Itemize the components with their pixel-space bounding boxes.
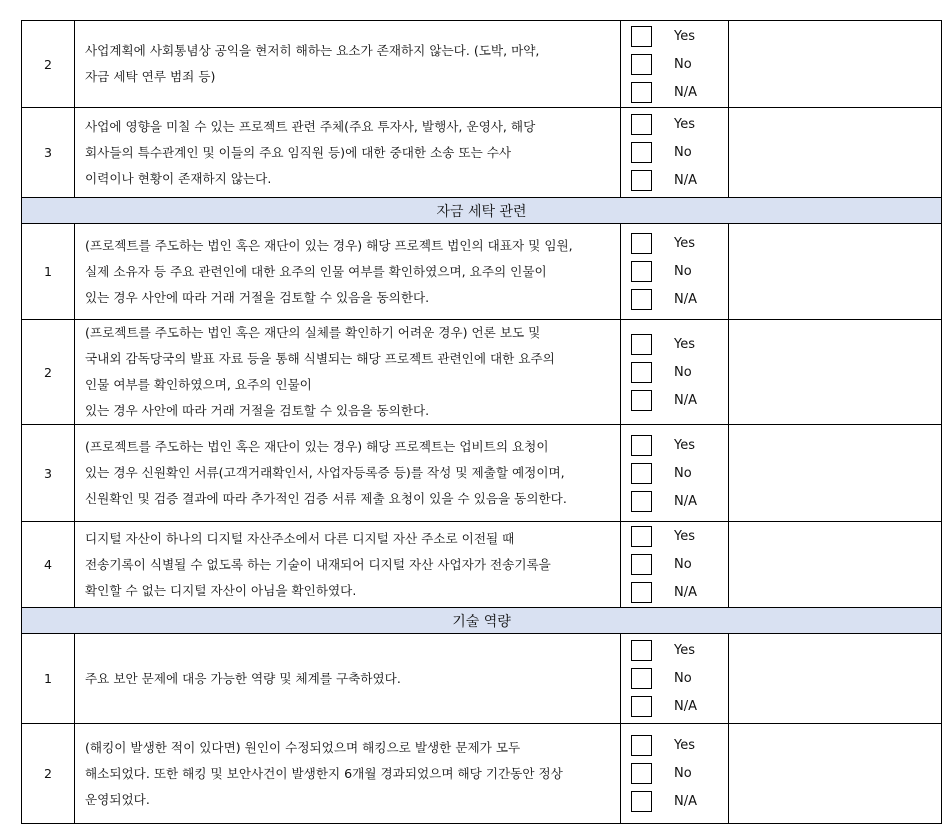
item-description-line: (해킹이 발생한 적이 있다면) 원인이 수정되었으며 해킹으로 발생한 문제가 모두 [85,739,521,755]
table-row [22,634,942,724]
remarks-cell[interactable] [729,224,942,320]
checkbox-yes[interactable] [631,114,652,135]
checkbox-no[interactable] [631,142,652,163]
checkbox-label: No [674,465,692,481]
checkbox-label: No [674,766,692,781]
checkbox-label: Yes [674,117,695,132]
answer-option[interactable] [631,551,728,579]
item-description [75,320,621,425]
item-description-line: 전송기록이 식별될 수 없도록 하는 기술이 내재되어 디지털 자산 사업자가 전송기록을 [85,556,551,572]
checkbox-label: N/A [674,493,697,509]
item-description [75,522,621,608]
section-title: 기술 역량 [22,608,942,634]
checkbox-label: N/A [674,173,697,188]
answer-option[interactable] [631,358,728,386]
answer-options-group [621,431,728,515]
checkbox-yes[interactable] [631,26,652,47]
item-description-line: 있는 경우 신원확인 서류(고객거래확인서, 사업자등록증 등)를 작성 및 제출할 예정이며, [85,465,565,480]
answer-option[interactable] [631,330,728,358]
item-number: 2 [22,21,75,108]
item-description-line: 인물 여부를 확인하였으며, 요주의 인물이 [85,377,312,392]
checkbox-yes[interactable] [631,435,652,456]
checkbox-label: N/A [674,292,697,307]
item-description [75,425,621,522]
checkbox-label: No [674,145,692,160]
answer-option[interactable] [631,732,728,760]
answer-options [621,108,729,198]
item-description-line: 운영되었다. [85,791,150,807]
answer-option[interactable] [631,523,728,551]
checkbox-label: N/A [674,585,697,600]
item-description-line: (프로젝트를 주도하는 법인 혹은 재단이 있는 경우) 해당 프로젝트는 업비트의 요청이 [85,439,549,454]
checkbox-no[interactable] [631,463,652,484]
answer-option[interactable] [631,665,728,693]
answer-options-group [621,22,728,106]
item-description-line: 이력이나 현황이 존재하지 않는다. [85,170,272,186]
item-description-line: 있는 경우 사안에 따라 거래 거절을 검토할 수 있음을 동의한다. [85,403,430,418]
checkbox-label: Yes [674,28,695,44]
checkbox-na[interactable] [631,582,652,603]
checkbox-label: N/A [674,392,697,408]
remarks-cell[interactable] [729,724,942,824]
checkbox-na[interactable] [631,696,652,717]
table-row [22,21,942,108]
checkbox-yes[interactable] [631,526,652,547]
answer-option[interactable] [631,258,728,286]
item-number: 1 [22,634,75,724]
table-row [22,425,942,522]
item-description [75,634,621,724]
answer-options [621,320,729,425]
answer-option[interactable] [631,788,728,816]
checkbox-label: No [674,557,692,572]
table-row [22,320,942,425]
remarks-cell[interactable] [729,320,942,425]
section-header-row [22,608,942,634]
item-description-line: 사업계획에 사회통념상 공익을 현저히 해하는 요소가 존재하지 않는다. (도박, 마약, [85,43,540,58]
answer-option[interactable] [631,693,728,721]
answer-option[interactable] [631,230,728,258]
answer-options [621,425,729,522]
checkbox-label: Yes [674,336,695,352]
item-description-line: 실제 소유자 등 주요 관련인에 대한 요주의 인물 여부를 확인하였으며, 요주의 인물이 [85,263,547,279]
remarks-cell[interactable] [729,425,942,522]
checkbox-yes[interactable] [631,640,652,661]
item-description-line: 디지털 자산이 하나의 디지털 자산주소에서 다른 디지털 자산 주소로 이전될 때 [85,530,515,546]
table-row [22,724,942,824]
answer-option[interactable] [631,50,728,78]
answer-options-group [621,732,728,816]
answer-options [621,522,729,608]
answer-option[interactable] [631,111,728,139]
answer-options-group [621,523,728,607]
item-description-line: 신원확인 및 검증 결과에 따라 추가적인 검증 서류 제출 요청이 있을 수 있음을 동의한다. [85,491,567,506]
item-description-line: 회사들의 특수관계인 및 이들의 주요 임직원 등)에 대한 중대한 소송 또는 수사 [85,144,512,160]
item-number: 4 [22,522,75,608]
item-description-line: 있는 경우 사안에 따라 거래 거절을 검토할 수 있음을 동의한다. [85,289,430,305]
checkbox-no[interactable] [631,668,652,689]
remarks-cell[interactable] [729,522,942,608]
table-row [22,108,942,198]
checkbox-na[interactable] [631,170,652,191]
answer-option[interactable] [631,286,728,314]
checkbox-label: Yes [674,437,695,453]
answer-option[interactable] [631,22,728,50]
checkbox-na[interactable] [631,82,652,103]
item-description-line: (프로젝트를 주도하는 법인 혹은 재단의 실체를 확인하기 어려운 경우) 언론 보도 및 [85,325,541,340]
answer-options [621,224,729,320]
checklist-table [21,20,942,824]
section-title: 자금 세탁 관련 [22,198,942,224]
item-description [75,21,621,108]
answer-options-group [621,111,728,195]
checkbox-no[interactable] [631,362,652,383]
checkbox-no[interactable] [631,554,652,575]
item-number: 1 [22,224,75,320]
checkbox-no[interactable] [631,261,652,282]
item-description-line: 해소되었다. 또한 해킹 및 보안사건이 발생한지 6개월 경과되었으며 해당 기간동안 정상 [85,765,563,781]
checkbox-no[interactable] [631,763,652,784]
table-row [22,522,942,608]
checkbox-na[interactable] [631,390,652,411]
item-description-line: 확인할 수 없는 디지털 자산이 아님을 확인하였다. [85,582,357,598]
checkbox-label: No [674,264,692,279]
item-description [75,724,621,824]
checkbox-label: N/A [674,699,697,714]
remarks-cell[interactable] [729,108,942,198]
checkbox-label: No [674,671,692,686]
answer-options [621,634,729,724]
answer-options-group [621,230,728,314]
checkbox-label: Yes [674,643,695,658]
answer-option[interactable] [631,139,728,167]
remarks-cell[interactable] [729,21,942,108]
checkbox-label: Yes [674,236,695,251]
item-number: 2 [22,320,75,425]
answer-option[interactable] [631,431,728,459]
answer-option[interactable] [631,386,728,414]
checkbox-na[interactable] [631,289,652,310]
item-description-line: 국내외 감독당국의 발표 자료 등을 통해 식별되는 해당 프로젝트 관련인에 대한 요주의 [85,351,555,366]
checkbox-label: N/A [674,794,697,809]
answer-option[interactable] [631,167,728,195]
answer-options [621,21,729,108]
answer-options-group [621,637,728,721]
answer-options-group [621,330,728,414]
checkbox-yes[interactable] [631,334,652,355]
checkbox-yes[interactable] [631,735,652,756]
item-description-line: 주요 보안 문제에 대응 가능한 역량 및 체계를 구축하였다. [85,670,401,686]
item-description-line: 자금 세탁 연루 범죄 등) [85,69,216,84]
checkbox-label: Yes [674,529,695,544]
answer-options [621,724,729,824]
item-number: 3 [22,108,75,198]
answer-option[interactable] [631,637,728,665]
checkbox-yes[interactable] [631,233,652,254]
checkbox-na[interactable] [631,791,652,812]
answer-option[interactable] [631,78,728,106]
item-number: 2 [22,724,75,824]
checkbox-na[interactable] [631,491,652,512]
item-description-line: 사업에 영향을 미칠 수 있는 프로젝트 관련 주체(주요 투자사, 발행사, 운영사, 해당 [85,118,536,134]
table-row [22,224,942,320]
item-description [75,224,621,320]
item-description [75,108,621,198]
remarks-cell[interactable] [729,634,942,724]
section-header-row [22,198,942,224]
checkbox-label: N/A [674,84,697,100]
checkbox-label: No [674,56,692,72]
item-description-line: (프로젝트를 주도하는 법인 혹은 재단이 있는 경우) 해당 프로젝트 법인의 대표자 및 임원, [85,237,573,253]
item-number: 3 [22,425,75,522]
answer-option[interactable] [631,459,728,487]
checkbox-no[interactable] [631,54,652,75]
answer-option[interactable] [631,487,728,515]
answer-option[interactable] [631,760,728,788]
answer-option[interactable] [631,579,728,607]
checkbox-label: No [674,364,692,380]
checkbox-label: Yes [674,738,695,753]
